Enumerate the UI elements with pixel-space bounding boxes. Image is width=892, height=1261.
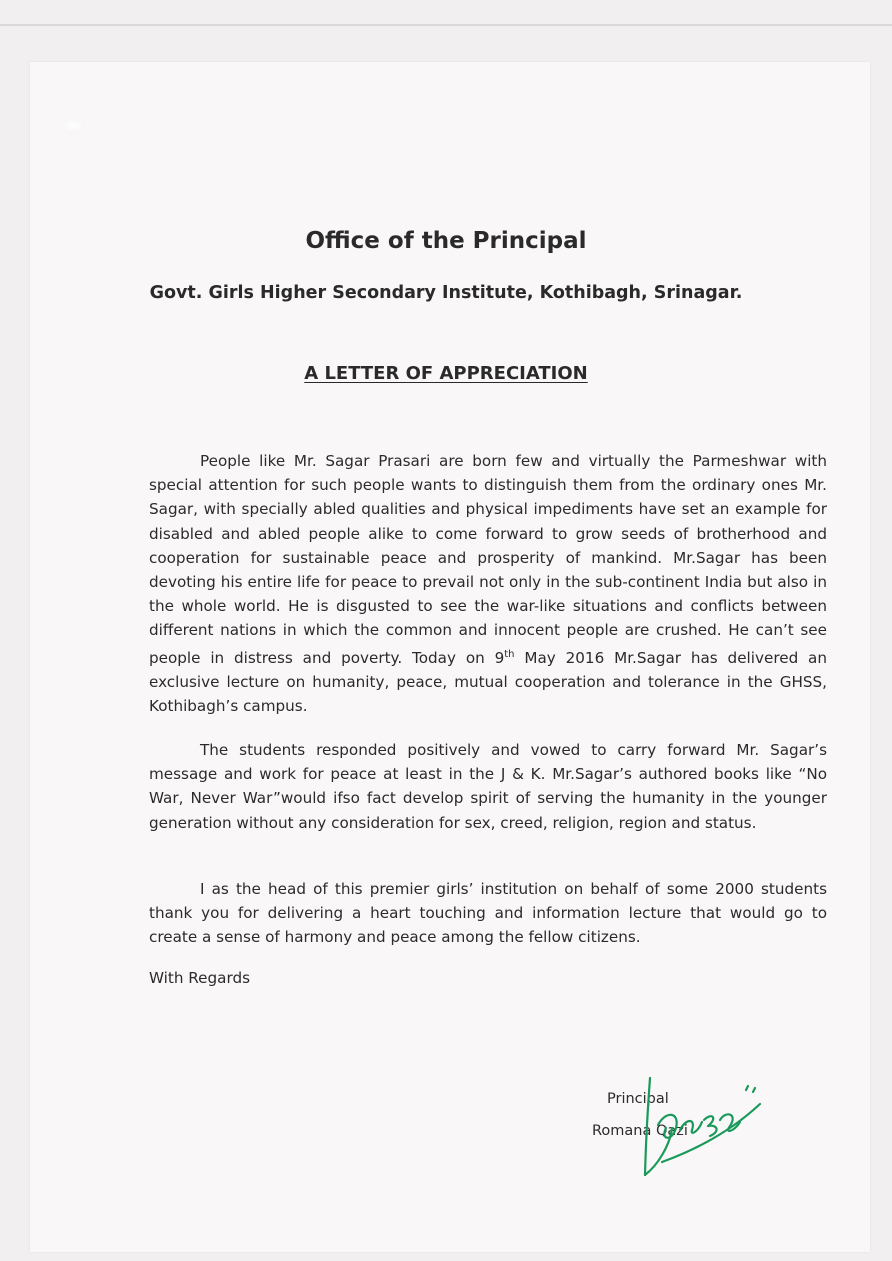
paper-edge — [0, 24, 892, 26]
paragraph-1-text-a: People like Mr. Sagar Prasari are born few and virtually the Parmeshwar with special attention for such people wants to distinguish them from the ordinary ones Mr. Sagar, with specially abled qualities and physical impediments have set an example for disabled and abled people alike to come forward to grow seeds of brotherhood and cooperation for sustainable peace and prosperity of mankind. Mr.Sagar has been devoting his entire life for peace to prevail not only in the sub-continent India but also in the whole world. He is disgusted to see the war-like situations and conflicts between different nations in which the common and innocent people are crushed. He can’t see people in distress and poverty. Today on 9 — [149, 452, 827, 667]
signatory-name: Romana Qazi — [592, 1123, 688, 1139]
paper-blot — [60, 118, 86, 134]
handwritten-signature — [600, 1070, 770, 1190]
letterhead-institute: Govt. Girls Higher Secondary Institute, Kothibagh, Srinagar. — [149, 283, 743, 303]
letterhead-office: Office of the Principal — [305, 228, 587, 254]
paragraph-2-text: The students responded positively and vowed to carry forward Mr. Sagar’s message and work for peace at least in the J & K. Mr.Sagar’s authored books like “No War, Never War”would ifso fact develop spirit of serving the humanity in the younger generation without any consideration for sex, creed, religion, region and status. — [149, 741, 827, 832]
ordinal-suffix: th — [504, 648, 515, 660]
letter-title: A LETTER OF APPRECIATION — [304, 363, 588, 384]
paragraph-2 — [149, 738, 827, 835]
paragraph-3-text: I as the head of this premier girls’ institution on behalf of some 2000 students thank you for delivering a heart touching and information lecture that would go to create a sense of harmony and peace among the fellow citizens. — [149, 880, 827, 947]
closing: With Regards — [149, 969, 251, 987]
paragraph-3 — [149, 877, 827, 950]
paragraph-1-text-b: May 2016 Mr.Sagar has delivered an exclusive lecture on humanity, peace, mutual cooperation and tolerance in the GHSS, Kothibagh’s campus. — [149, 648, 827, 716]
signatory-designation: Principal — [607, 1091, 669, 1107]
paragraph-1 — [149, 449, 827, 718]
